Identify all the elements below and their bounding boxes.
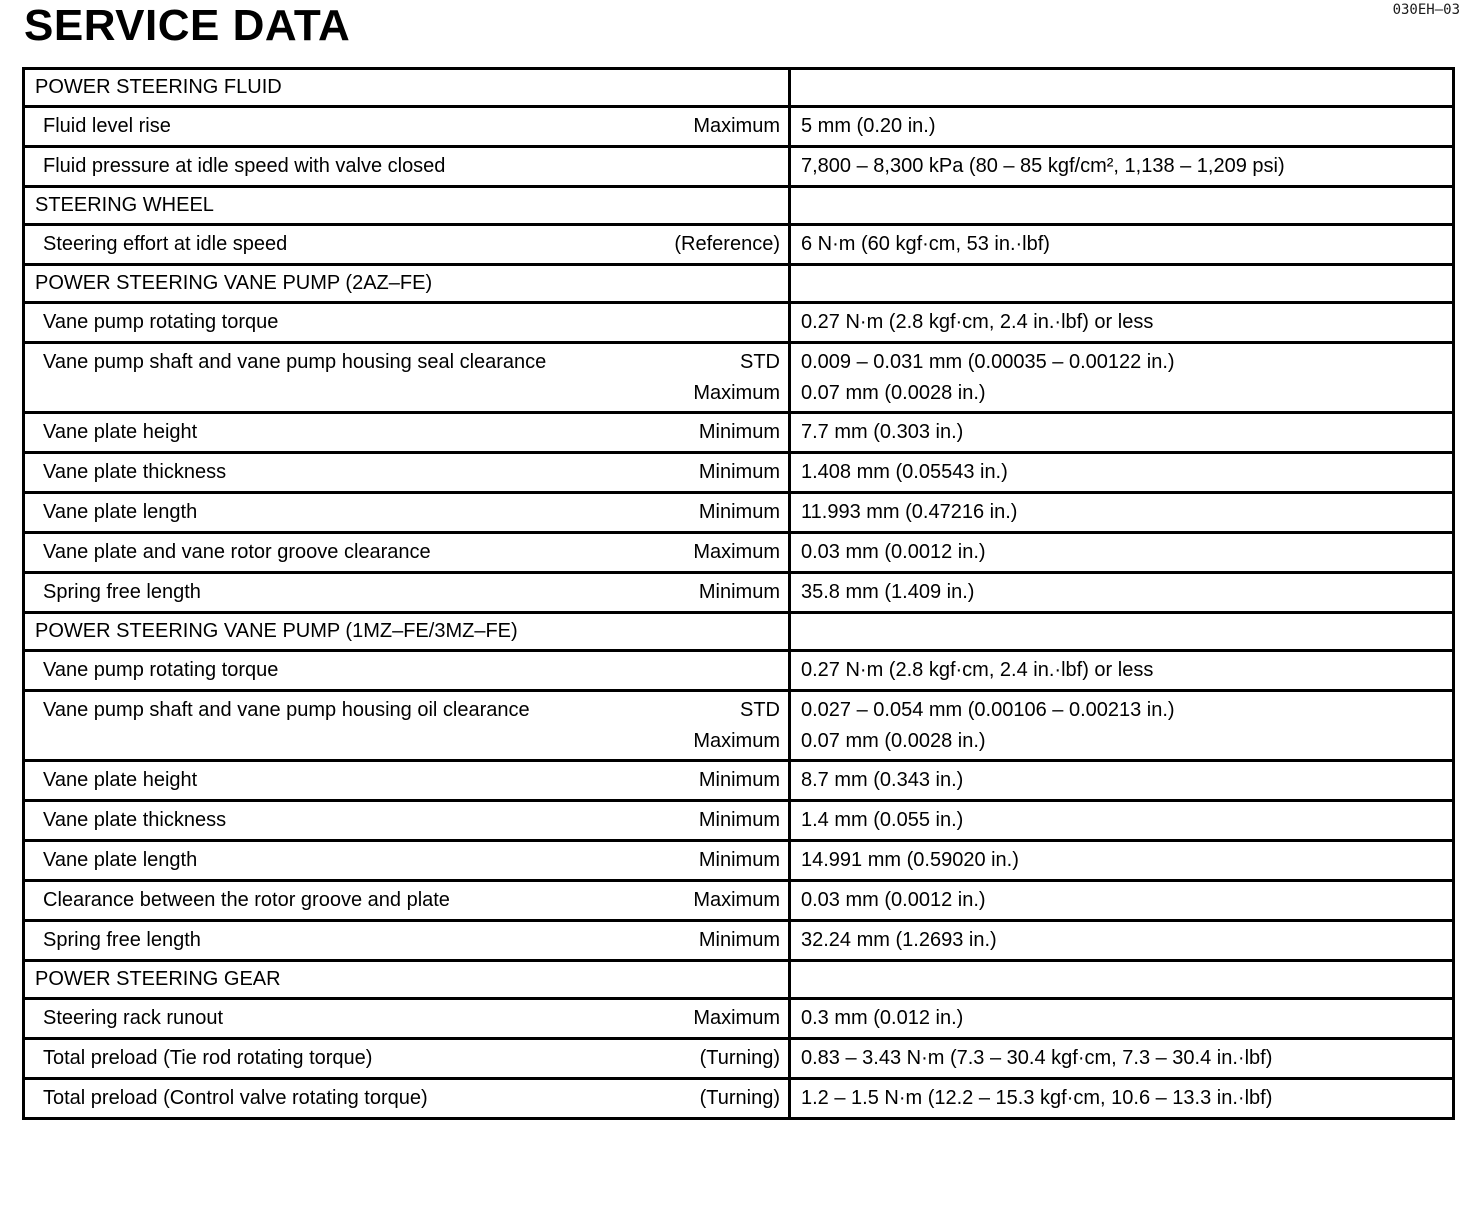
item-qualifier-line: Maximum: [693, 115, 780, 137]
item-label: Vane plate thickness: [43, 809, 227, 831]
service-data-table: [22, 67, 1455, 1120]
item-cell: [24, 841, 790, 881]
item-qualifier-line: Minimum: [698, 461, 780, 483]
item-qualifier-line: Minimum: [698, 809, 780, 831]
item-cell: [24, 493, 790, 533]
item-label: Vane pump shaft and vane pump housing seal clearance: [43, 350, 547, 373]
value-cell: [790, 413, 1454, 453]
value-cell: [790, 493, 1454, 533]
section-row: [24, 613, 1454, 651]
item-qualifier: [699, 849, 780, 872]
item-value: 7,800 – 8,300 kPa (80 – 85 kgf/cm², 1,138 – 1,209 psi): [801, 155, 1285, 177]
doc-code: 030EH–03: [1392, 2, 1460, 18]
table-row: [24, 999, 1454, 1039]
item-qualifier: [700, 1087, 780, 1110]
value-cell: [790, 107, 1454, 147]
value-cell: [790, 999, 1454, 1039]
item-value: 1.4 mm (0.055 in.): [801, 809, 964, 831]
item-qualifier-line: Minimum: [698, 501, 780, 523]
item-cell: [24, 225, 790, 265]
item-cell: [24, 881, 790, 921]
value-cell: [790, 761, 1454, 801]
item-qualifier: [674, 233, 780, 256]
table-row: [24, 1079, 1454, 1119]
item-qualifier-line: (Turning): [699, 1047, 780, 1069]
item-qualifier-line: Maximum: [693, 889, 780, 911]
item-cell: [24, 303, 790, 343]
item-label: Vane pump rotating torque: [43, 311, 279, 333]
value-cell: [790, 343, 1454, 413]
item-cell: [24, 533, 790, 573]
item-label: Vane plate height: [43, 421, 198, 443]
value-cell: [790, 187, 1454, 225]
item-qualifier: [693, 115, 780, 138]
item-value: 0.27 N·m (2.8 kgf·cm, 2.4 in.·lbf) or less: [801, 311, 1154, 333]
table-row: [24, 1039, 1454, 1079]
item-value: 0.07 mm (0.0028 in.): [801, 729, 986, 752]
table-row: [24, 343, 1454, 413]
value-cell: [790, 961, 1454, 999]
item-value: 7.7 mm (0.303 in.): [801, 421, 964, 443]
table-row: [24, 881, 1454, 921]
item-label: Vane plate length: [43, 501, 198, 523]
value-cell: [790, 69, 1454, 107]
value-cell: [790, 533, 1454, 573]
item-value: 0.27 N·m (2.8 kgf·cm, 2.4 in.·lbf) or less: [801, 659, 1154, 681]
item-qualifier-line: Minimum: [698, 421, 780, 443]
table-row: [24, 761, 1454, 801]
item-label: Total preload (Tie rod rotating torque): [43, 1047, 373, 1069]
item-qualifier-line: Maximum: [693, 541, 780, 563]
section-title: POWER STEERING VANE PUMP (1MZ–FE/3MZ–FE): [35, 620, 518, 642]
item-qualifier: [699, 421, 780, 444]
item-qualifier-line: Maximum: [693, 1007, 780, 1029]
table-row: [24, 453, 1454, 493]
item-value: 35.8 mm (1.409 in.): [801, 581, 975, 603]
value-cell: [790, 303, 1454, 343]
table-row: [24, 225, 1454, 265]
item-qualifier-line: Maximum: [693, 381, 780, 404]
item-label: Total preload (Control valve rotating torque): [43, 1087, 428, 1109]
item-qualifier-line: (Turning): [699, 1087, 780, 1109]
section-header-cell: [24, 265, 790, 303]
item-value: 0.03 mm (0.0012 in.): [801, 889, 986, 911]
value-cell: [790, 691, 1454, 761]
section-header-cell: [24, 961, 790, 999]
item-value: 0.027 – 0.054 mm (0.00106 – 0.00213 in.): [801, 698, 1175, 721]
item-qualifier-line: (Reference): [674, 233, 780, 255]
section-title: STEERING WHEEL: [35, 194, 214, 216]
table-row: [24, 413, 1454, 453]
item-value: 0.07 mm (0.0028 in.): [801, 381, 986, 404]
item-label: Vane pump rotating torque: [43, 659, 279, 681]
item-label: Steering rack runout: [43, 1007, 224, 1029]
section-row: [24, 69, 1454, 107]
item-value: 1.2 – 1.5 N·m (12.2 – 15.3 kgf·cm, 10.6 – 13.3 in.·lbf): [801, 1087, 1273, 1109]
item-cell: [24, 999, 790, 1039]
section-row: [24, 265, 1454, 303]
item-cell: [24, 801, 790, 841]
table-row: [24, 651, 1454, 691]
value-cell: [790, 651, 1454, 691]
item-label: Clearance between the rotor groove and plate: [43, 889, 450, 911]
item-value: 14.991 mm (0.59020 in.): [801, 849, 1019, 871]
item-qualifier: [699, 501, 780, 524]
item-label: Spring free length: [43, 581, 201, 603]
value-cell: [790, 801, 1454, 841]
value-cell: [790, 453, 1454, 493]
item-cell: [24, 573, 790, 613]
value-cell: [790, 225, 1454, 265]
value-cell: [790, 573, 1454, 613]
item-cell: [24, 1039, 790, 1079]
item-value: 0.03 mm (0.0012 in.): [801, 541, 986, 563]
item-cell: [24, 343, 790, 413]
table-row: [24, 801, 1454, 841]
item-cell: [24, 413, 790, 453]
item-cell: [24, 921, 790, 961]
table-row: [24, 841, 1454, 881]
value-cell: [790, 265, 1454, 303]
item-label: Vane plate thickness: [43, 461, 227, 483]
item-label: Fluid level rise: [43, 115, 171, 137]
section-title: POWER STEERING GEAR: [35, 968, 281, 990]
table-row: [24, 573, 1454, 613]
table-row: [24, 533, 1454, 573]
item-cell: [24, 453, 790, 493]
item-value: 32.24 mm (1.2693 in.): [801, 929, 997, 951]
item-value: 0.3 mm (0.012 in.): [801, 1007, 964, 1029]
item-value: 1.408 mm (0.05543 in.): [801, 461, 1008, 483]
item-cell: [24, 107, 790, 147]
section-title: POWER STEERING FLUID: [35, 76, 282, 98]
item-value: 0.009 – 0.031 mm (0.00035 – 0.00122 in.): [801, 350, 1175, 373]
value-cell: [790, 147, 1454, 187]
table-row: [24, 303, 1454, 343]
item-label: Vane plate height: [43, 769, 198, 791]
item-label: Spring free length: [43, 929, 201, 951]
item-qualifier: [699, 809, 780, 832]
item-qualifier: [693, 695, 780, 757]
item-qualifier-line: Minimum: [698, 849, 780, 871]
item-qualifier: [699, 929, 780, 952]
item-cell: [24, 691, 790, 761]
section-header-cell: [24, 187, 790, 225]
item-value: 11.993 mm (0.47216 in.): [801, 501, 1018, 523]
item-qualifier: [699, 581, 780, 604]
item-cell: [24, 761, 790, 801]
item-value: 6 N·m (60 kgf·cm, 53 in.·lbf): [801, 233, 1050, 255]
table-row: [24, 107, 1454, 147]
item-qualifier: [699, 769, 780, 792]
item-value: 8.7 mm (0.343 in.): [801, 769, 964, 791]
item-value: 5 mm (0.20 in.): [801, 115, 936, 137]
value-cell: [790, 921, 1454, 961]
item-qualifier: [699, 461, 780, 484]
value-cell: [790, 841, 1454, 881]
section-title: POWER STEERING VANE PUMP (2AZ–FE): [35, 272, 433, 294]
item-label: Vane pump shaft and vane pump housing oil clearance: [43, 698, 530, 721]
section-row: [24, 961, 1454, 999]
item-qualifier-line: STD: [740, 350, 780, 373]
item-qualifier-line: Maximum: [693, 729, 780, 752]
item-label: Steering effort at idle speed: [43, 233, 288, 255]
item-cell: [24, 147, 790, 187]
item-qualifier: [693, 347, 780, 409]
value-cell: [790, 613, 1454, 651]
item-qualifier: [700, 1047, 780, 1070]
item-qualifier-line: Minimum: [698, 769, 780, 791]
section-header-cell: [24, 69, 790, 107]
table-row: [24, 691, 1454, 761]
section-header-cell: [24, 613, 790, 651]
table-row: [24, 921, 1454, 961]
value-cell: [790, 881, 1454, 921]
value-cell: [790, 1079, 1454, 1119]
item-label: Vane plate and vane rotor groove clearance: [43, 541, 431, 563]
item-qualifier: [693, 889, 780, 912]
section-row: [24, 187, 1454, 225]
table-row: [24, 147, 1454, 187]
value-cell: [790, 1039, 1454, 1079]
item-cell: [24, 1079, 790, 1119]
page-title: SERVICE DATA: [24, 1, 351, 50]
item-label: Vane plate length: [43, 849, 198, 871]
item-label: Fluid pressure at idle speed with valve closed: [43, 155, 446, 177]
item-qualifier-line: Minimum: [698, 929, 780, 951]
item-qualifier: [693, 1007, 780, 1030]
item-qualifier: [693, 541, 780, 564]
item-value: 0.83 – 3.43 N·m (7.3 – 30.4 kgf·cm, 7.3 – 30.4 in.·lbf): [801, 1047, 1273, 1069]
item-qualifier-line: Minimum: [698, 581, 780, 603]
item-qualifier-line: STD: [740, 698, 780, 721]
table-row: [24, 493, 1454, 533]
item-cell: [24, 651, 790, 691]
